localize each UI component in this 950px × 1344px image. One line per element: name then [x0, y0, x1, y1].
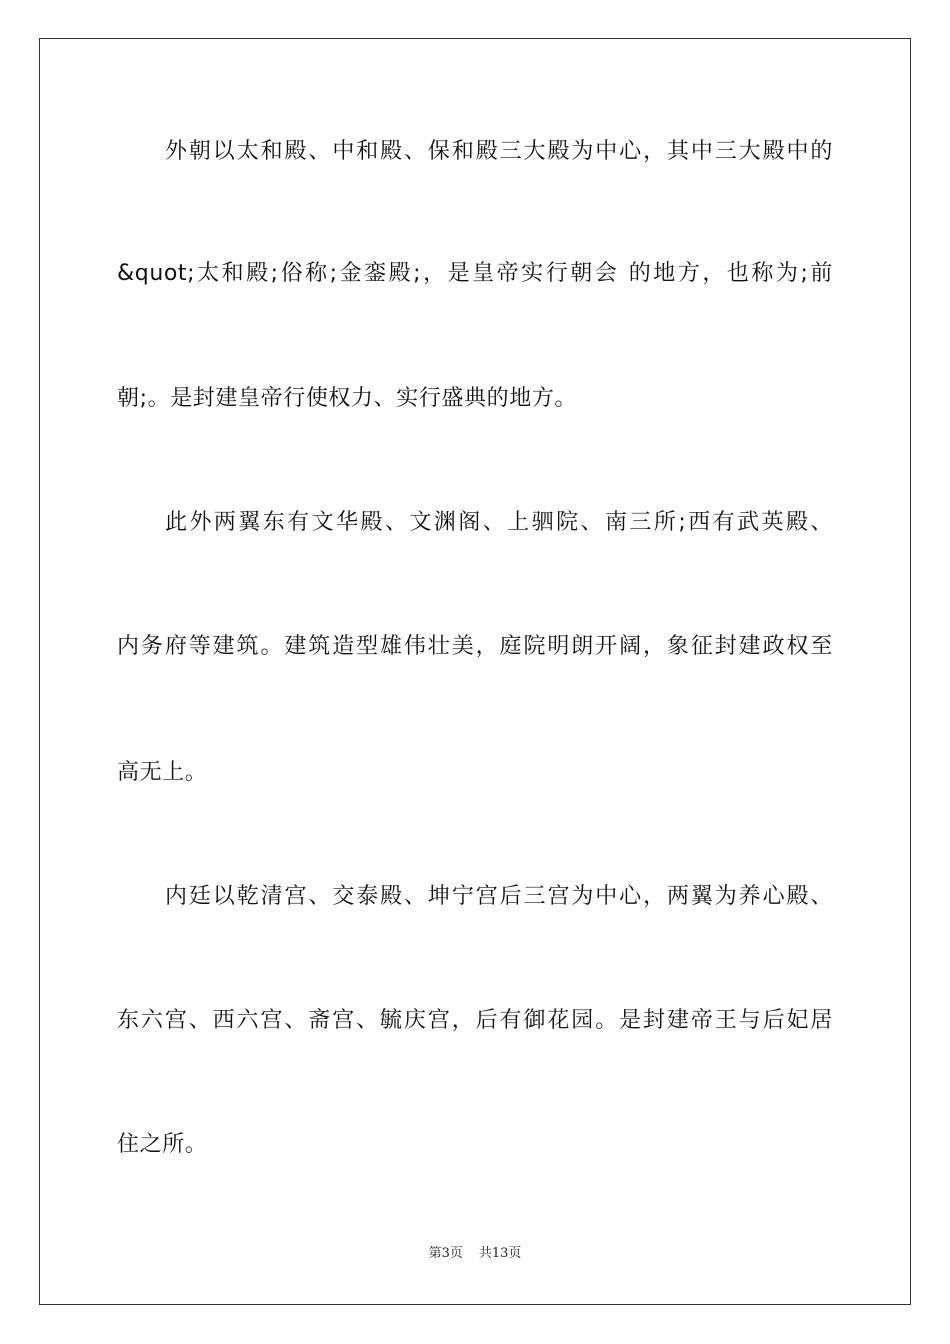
text-line: 朝;。是封建皇帝行使权力、实行盛典的地方。	[117, 386, 578, 411]
text-line: 内务府等建筑。建筑造型雄伟壮美，庭院明朗开阔，象征封建政权至	[117, 634, 833, 659]
text-line: 高无上。	[117, 760, 208, 785]
page-total: 共13页	[478, 1246, 522, 1261]
text-line: &quot;太和殿;俗称;金銮殿;，是皇帝实行朝会 的地方，也称为;前	[117, 261, 833, 286]
text-line: 东六宫、西六宫、斋宫、毓庆宫，后有御花园。是封建帝王与后妃居	[117, 1008, 833, 1033]
page-border	[39, 38, 911, 1305]
text-line: 内廷以乾清宫、交泰殿、坤宁宫后三宫为中心，两翼为养心殿、	[165, 884, 833, 909]
text-line: 外朝以太和殿、中和殿、保和殿三大殿为中心，其中三大殿中的	[165, 139, 833, 164]
page-number: 第3页	[428, 1246, 463, 1261]
page-footer	[0, 1245, 950, 1263]
text-line: 住之所。	[117, 1132, 208, 1157]
text-line: 此外两翼东有文华殿、文渊阁、上驷院、南三所;西有武英殿、	[165, 510, 833, 535]
